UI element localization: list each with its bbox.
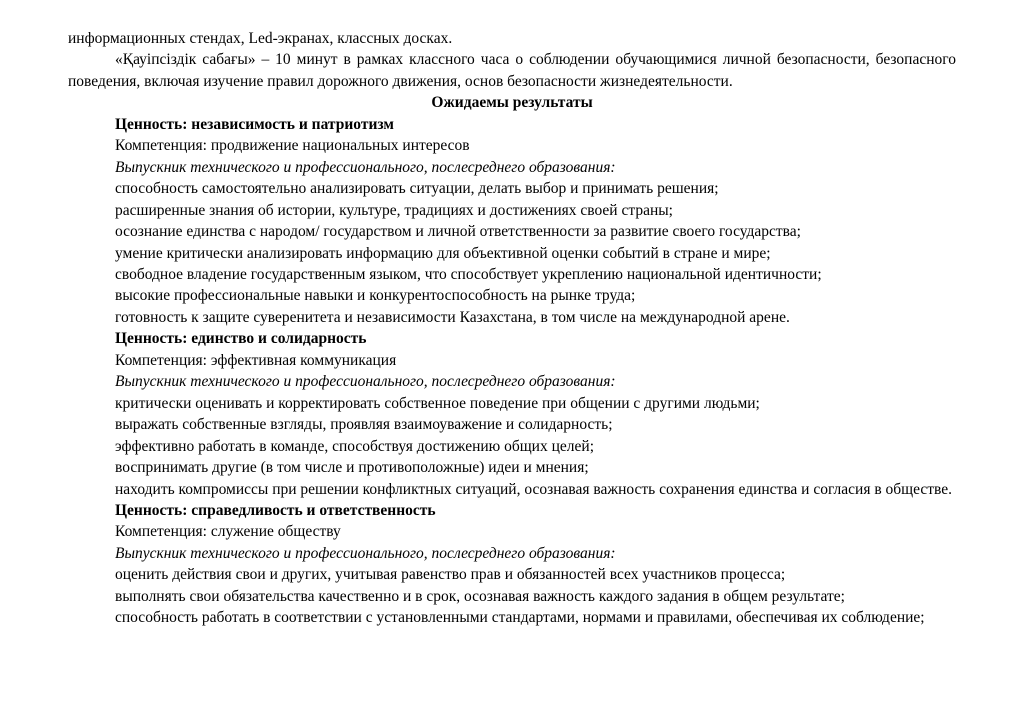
result-item: готовность к защите суверенитета и независимости Казахстана, в том числе на международной арене. <box>115 308 790 326</box>
value-heading-justice: Ценность: справедливость и ответственность <box>115 501 436 519</box>
value-heading-unity: Ценность: единство и солидарность <box>115 330 367 348</box>
result-item: выполнять свои обязательства качественно и в срок, осознавая важность каждого задания в общем результате; <box>115 587 845 605</box>
result-item: расширенные знания об истории, культуре, традициях и достижениях своей страны; <box>115 201 673 219</box>
result-item: критически оценивать и корректировать собственное поведение при общении с другими людьми; <box>115 394 760 412</box>
result-item: эффективно работать в команде, способствуя достижению общих целей; <box>115 437 594 455</box>
graduate-line: Выпускник технического и профессионального, послесреднего образования: <box>115 158 616 176</box>
result-item: свободное владение государственным языком, что способствует укреплению национальной идентичности; <box>115 265 822 283</box>
competence-line: Компетенция: эффективная коммуникация <box>115 351 397 369</box>
graduate-line: Выпускник технического и профессионального, послесреднего образования: <box>115 544 616 562</box>
paragraph-continuation: информационных стендах, Led-экранах, классных досках. <box>68 30 453 47</box>
competence-line: Компетенция: служение обществу <box>115 523 341 541</box>
value-heading-independence: Ценность: независимость и патриотизм <box>115 115 394 133</box>
heading-expected-results: Ожидаемы результаты <box>431 94 593 112</box>
graduate-line: Выпускник технического и профессионального, послесреднего образования: <box>115 373 616 391</box>
result-item: способность самостоятельно анализировать ситуации, делать выбор и принимать решения; <box>115 180 719 198</box>
result-item: воспринимать другие (в том числе и противоположные) идеи и мнения; <box>115 459 589 477</box>
result-item: выражать собственные взгляды, проявляя взаимоуважение и солидарность; <box>115 416 613 434</box>
result-item: способность работать в соответствии с установленными стандартами, нормами и правилами, обеспечивая их соблюдение; <box>115 609 925 627</box>
paragraph-safety-lesson: «Қауіпсіздік сабағы» – 10 минут в рамках классного часа о соблюдении обучающимися личной безопасности, безопасного поведения, включая изучение правил дорожного движения, основ безопасности жизнедеятельности. <box>68 51 956 90</box>
result-item: оценить действия свои и других, учитывая равенство прав и обязанностей всех участников процесса; <box>115 566 786 584</box>
result-item: находить компромиссы при решении конфликтных ситуаций, осознавая важность сохранения единства и согласия в обществе. <box>115 480 953 498</box>
result-item: высокие профессиональные навыки и конкурентоспособность на рынке труда; <box>115 287 636 305</box>
competence-line: Компетенция: продвижение национальных интересов <box>115 137 470 155</box>
result-item: умение критически анализировать информацию для объективной оценки событий в стране и мире; <box>115 244 771 262</box>
result-item: осознание единства с народом/ государством и личной ответственности за развитие своего государства; <box>115 223 801 241</box>
